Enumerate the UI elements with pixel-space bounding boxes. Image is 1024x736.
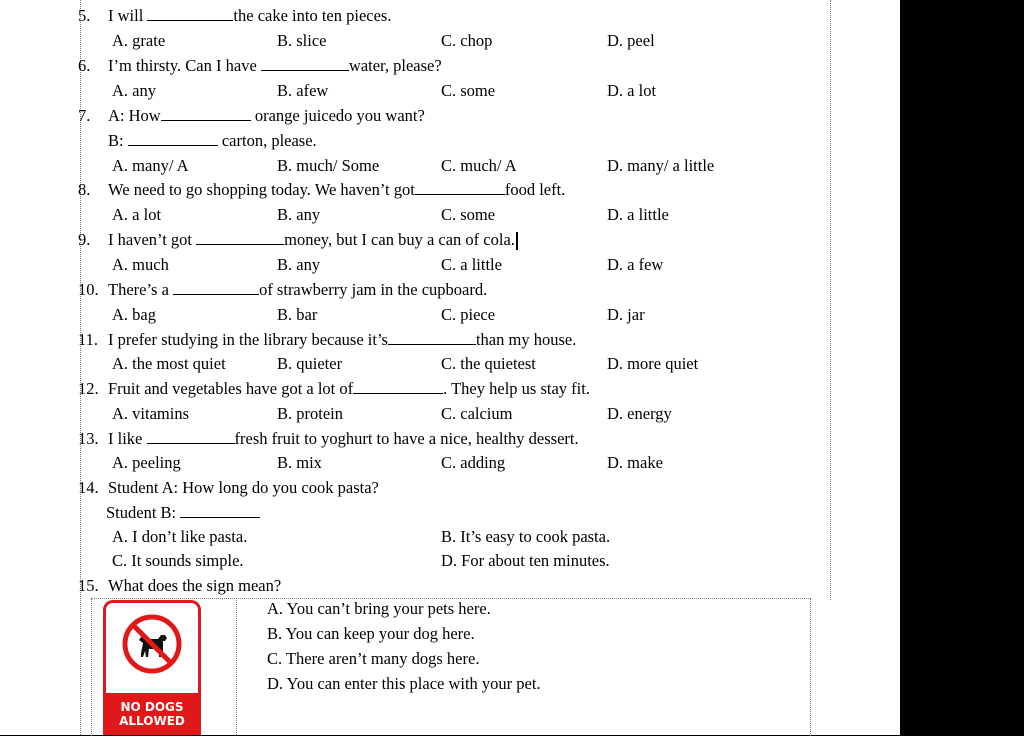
- option-a[interactable]: A. a lot: [112, 205, 162, 224]
- option-a[interactable]: A. the most quiet: [112, 354, 226, 373]
- option-a[interactable]: A. You can’t bring your pets here.: [267, 599, 491, 618]
- answer-blank[interactable]: [147, 6, 233, 21]
- option-a[interactable]: A. many/ A: [112, 156, 189, 175]
- option-d[interactable]: D. more quiet: [607, 354, 699, 373]
- question-8: 8. We need to go shopping today. We haven’t got food left.: [78, 180, 566, 199]
- page-margin-line: [830, 0, 831, 600]
- option-a[interactable]: A. bag: [112, 305, 156, 324]
- option-c[interactable]: C. some: [441, 205, 496, 224]
- option-d[interactable]: D. make: [607, 453, 663, 472]
- question-6: 6. I’m thirsty. Can I have water, please?: [78, 56, 442, 75]
- question-7-line-2: B: carton, please.: [108, 131, 317, 150]
- option-d[interactable]: D. many/ a little: [607, 156, 715, 175]
- option-b[interactable]: B. any: [277, 255, 321, 274]
- option-c[interactable]: C. It sounds simple.: [112, 551, 244, 570]
- option-b[interactable]: B. It’s easy to cook pasta.: [441, 527, 611, 546]
- sign-text-line-1: NO DOGS: [120, 700, 184, 714]
- option-c[interactable]: C. a little: [441, 255, 502, 274]
- option-d[interactable]: D. a few: [607, 255, 664, 274]
- question-11: 11. I prefer studying in the library because it’s than my house.: [78, 330, 577, 349]
- question-7: 7. A: How orange juicedo you want?: [78, 106, 425, 125]
- text-cursor: [516, 232, 518, 250]
- option-b[interactable]: B. protein: [277, 404, 343, 423]
- option-b[interactable]: B. slice: [277, 31, 327, 50]
- option-a[interactable]: A. peeling: [112, 453, 181, 472]
- option-b[interactable]: B. afew: [277, 81, 329, 100]
- answer-blank[interactable]: [388, 330, 476, 345]
- option-c[interactable]: C. adding: [441, 453, 506, 472]
- option-c[interactable]: C. some: [441, 81, 496, 100]
- answer-blank[interactable]: [128, 131, 218, 146]
- no-dogs-sign: [103, 600, 201, 735]
- option-c[interactable]: C. There aren’t many dogs here.: [267, 649, 480, 668]
- option-c[interactable]: C. calcium: [441, 404, 513, 423]
- window-background: [900, 0, 1024, 735]
- question-12: 12. Fruit and vegetables have got a lot of . They help us stay fit.: [78, 379, 590, 398]
- option-b[interactable]: B. any: [277, 205, 321, 224]
- question-13: 13. I like fresh fruit to yoghurt to have a nice, healthy dessert.: [78, 429, 579, 448]
- option-a[interactable]: A. grate: [112, 31, 166, 50]
- no-dogs-icon: [121, 613, 183, 675]
- option-b[interactable]: B. bar: [277, 305, 318, 324]
- question-9: 9. I haven’t got money, but I can buy a can of cola.: [78, 230, 518, 250]
- answer-blank[interactable]: [353, 379, 443, 394]
- option-d[interactable]: D. energy: [607, 404, 672, 423]
- option-a[interactable]: A. much: [112, 255, 169, 274]
- answer-blank[interactable]: [180, 503, 260, 518]
- option-b[interactable]: B. quieter: [277, 354, 343, 373]
- answer-blank[interactable]: [415, 180, 505, 195]
- question-14-line-2: Student B:: [106, 503, 260, 523]
- option-b[interactable]: B. mix: [277, 453, 322, 472]
- question-15: 15. What does the sign mean?: [78, 576, 282, 595]
- option-d[interactable]: D. a lot: [607, 81, 657, 100]
- question-14: 14. Student A: How long do you cook pasta?: [78, 478, 379, 497]
- option-a[interactable]: A. vitamins: [112, 404, 189, 423]
- option-b[interactable]: B. much/ Some: [277, 156, 380, 175]
- option-d[interactable]: D. peel: [607, 31, 655, 50]
- option-c[interactable]: C. chop: [441, 31, 493, 50]
- sign-banner: [106, 693, 198, 735]
- option-d[interactable]: D. jar: [607, 305, 645, 324]
- option-d[interactable]: D. You can enter this place with your pet.: [267, 674, 541, 693]
- answer-blank[interactable]: [161, 106, 251, 121]
- option-c[interactable]: C. the quietest: [441, 354, 536, 373]
- question-5: 5. I will the cake into ten pieces.: [78, 6, 392, 25]
- answer-blank[interactable]: [196, 230, 284, 245]
- answer-blank[interactable]: [173, 280, 259, 295]
- answer-blank[interactable]: [147, 429, 235, 444]
- table-divider: [236, 598, 237, 735]
- option-a[interactable]: A. any: [112, 81, 156, 100]
- question-10: 10. There’s a of strawberry jam in the cupboard.: [78, 280, 488, 299]
- option-b[interactable]: B. You can keep your dog here.: [267, 624, 475, 643]
- option-a[interactable]: A. I don’t like pasta.: [112, 527, 248, 546]
- option-d[interactable]: D. For about ten minutes.: [441, 551, 610, 570]
- option-d[interactable]: D. a little: [607, 205, 669, 224]
- option-c[interactable]: C. piece: [441, 305, 496, 324]
- option-c[interactable]: C. much/ A: [441, 156, 517, 175]
- sign-text-line-2: ALLOWED: [119, 714, 185, 728]
- answer-blank[interactable]: [261, 56, 349, 71]
